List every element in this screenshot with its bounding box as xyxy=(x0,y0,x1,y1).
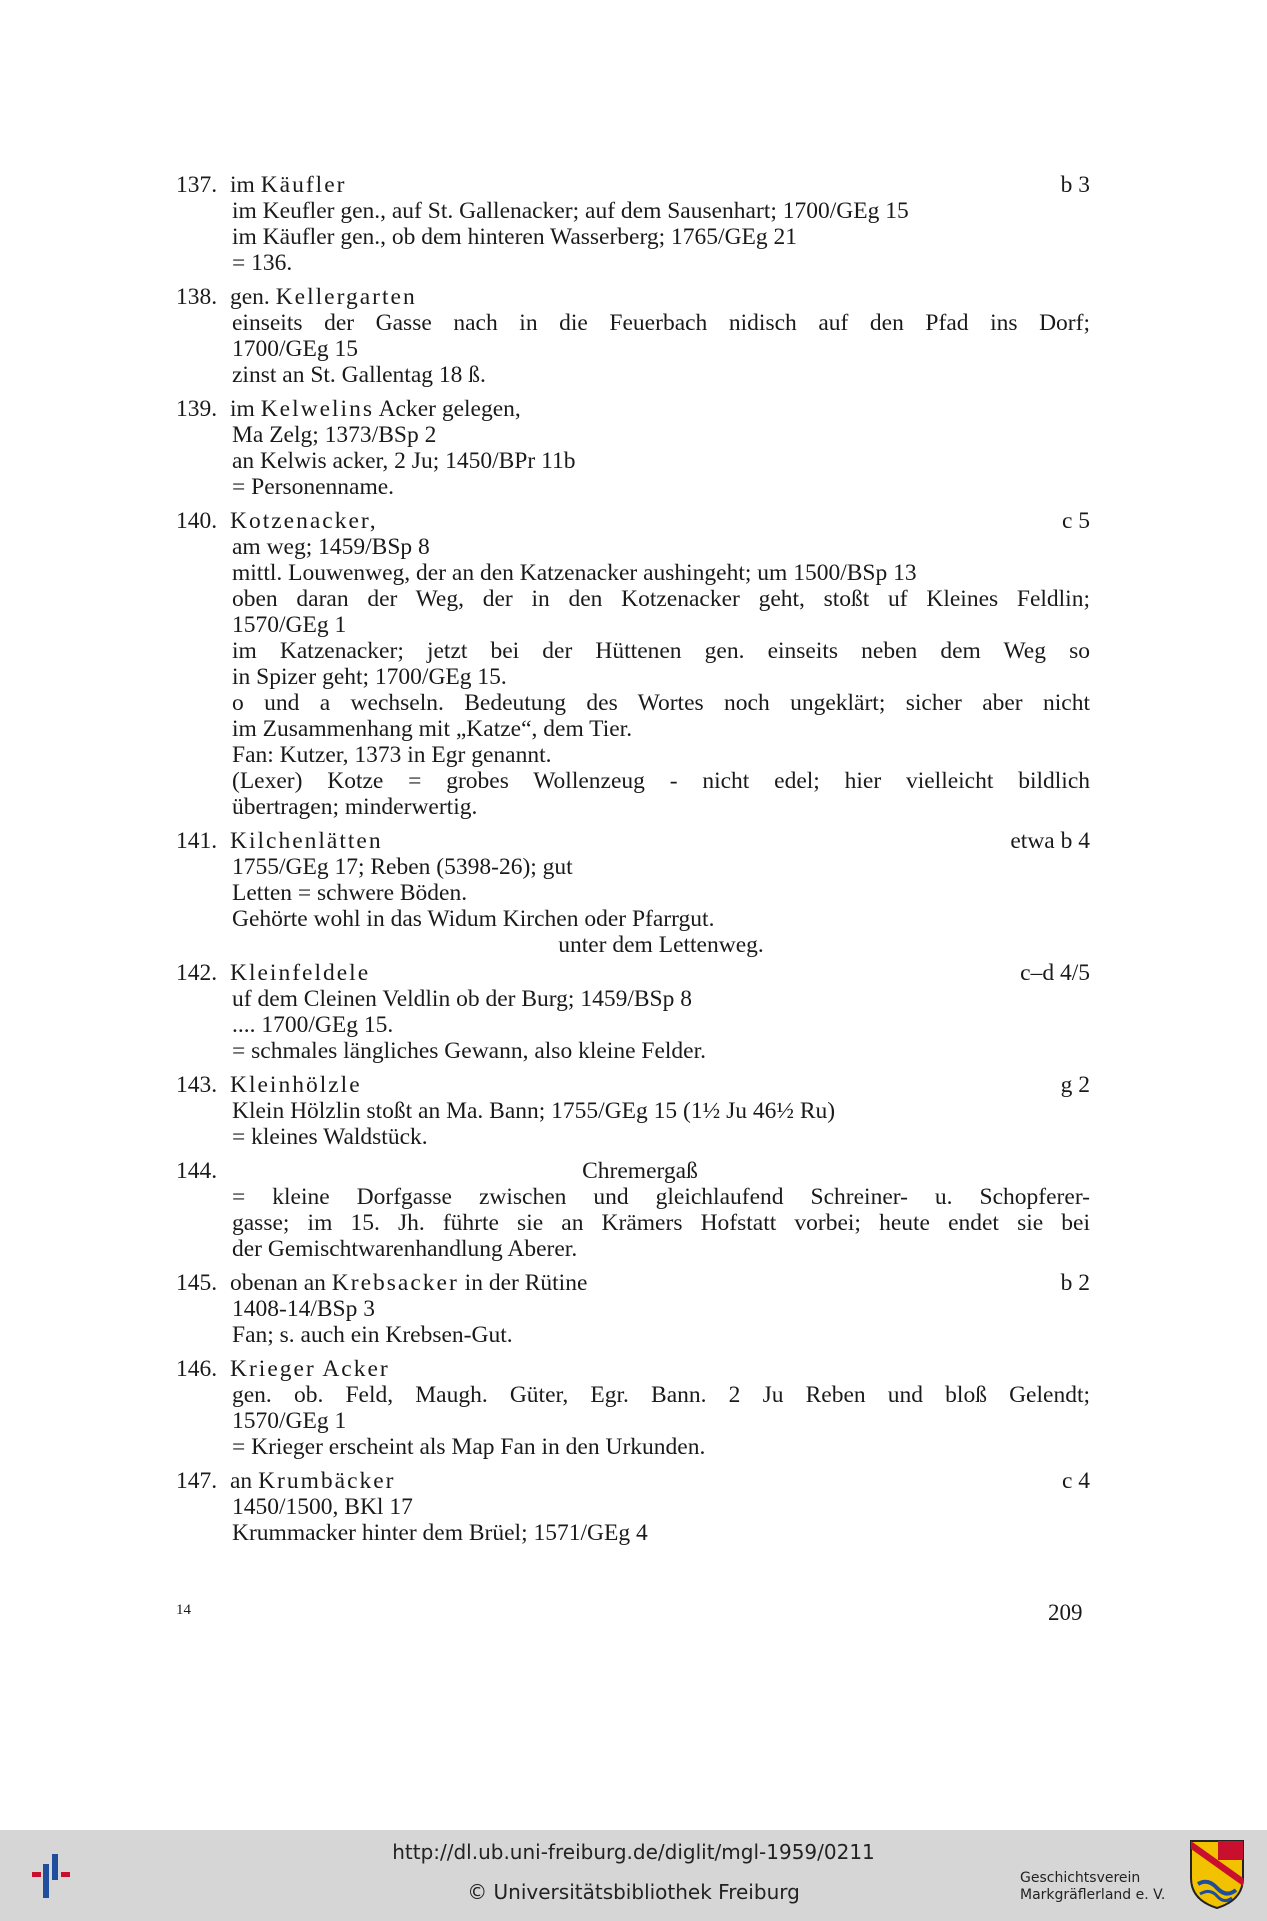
entry-number: 142. xyxy=(176,960,218,986)
entry-heading xyxy=(176,1356,1090,1382)
page-number: 209 xyxy=(1048,1600,1083,1625)
entry-heading: 139. im Kelwelins Acker gelegen, xyxy=(176,396,521,422)
centered-note: unter dem Lettenweg. xyxy=(558,932,764,958)
entry-heading: 145. obenan an Krebsacker in der Rütine b 2 xyxy=(176,1270,1090,1296)
entry-heading: 137. im Käufler b 3 xyxy=(176,172,1090,198)
grid-ref: b 3 xyxy=(1060,172,1090,198)
entry-name: Kilchenlätten xyxy=(230,828,383,854)
entry-heading: 147. an Krumbäcker c 4 xyxy=(176,1468,1090,1494)
society-name: Geschichtsverein Markgräflerland e. V. xyxy=(1020,1870,1166,1903)
entry-name: Chremergaß xyxy=(582,1158,698,1184)
entry-147: 147. an Krumbäcker c 4 1450/1500, BKl 17 Krummacker hinter dem Brüel; 1571/GEg 4 xyxy=(176,1468,1090,1546)
entry-number: 138. xyxy=(176,284,218,310)
entry-number: 140. xyxy=(176,508,218,534)
entry-number: 145. xyxy=(176,1270,218,1296)
entry-number: 139. xyxy=(176,396,218,422)
entry-number: 146. xyxy=(176,1356,218,1382)
entry-heading xyxy=(176,960,1090,986)
signature-mark: 14 xyxy=(176,1602,191,1618)
entry-138: 138. gen. Kellergarten einseits der Gasse nach in die Feuerbach nidisch auf den Pfad ins Dorf; 1700/GEg 15 zinst an St. Gallentag 18 ß. xyxy=(176,284,1090,388)
entry-heading: 138. gen. Kellergarten xyxy=(176,284,417,310)
entry-name: Kleinhölzle xyxy=(230,1072,362,1098)
entry-141: 141. Kilchenlätten etwa b 4 1755/GEg 17; Reben (5398-26); gut Letten = schwere Böden. Gehörte wohl in das Widum Kirchen oder Pfarrgut. unter dem Lettenweg. xyxy=(176,828,1090,958)
entry-137: 137. im Käufler b 3 im Keufler gen., auf St. Gallenacker; auf dem Sausenhart; 1700/GEg 15 im Käufler gen., ob dem hinteren Wasserberg; 1765/GEg 21 = 136. xyxy=(176,172,1090,276)
entry-name: Käufler xyxy=(260,172,347,198)
entry-heading xyxy=(176,508,1090,534)
viewer-footer-bar xyxy=(0,1830,1267,1921)
entry-145: 145. obenan an Krebsacker in der Rütine b 2 1408-14/BSp 3 Fan; s. auch ein Krebsen-Gut. xyxy=(176,1270,1090,1348)
entry-139: 139. im Kelwelins Acker gelegen, Ma Zelg; 1373/BSp 2 an Kelwis acker, 2 Ju; 1450/BPr 11b = Personenname. xyxy=(176,396,1090,500)
entry-144: 144. Chremergaß = kleine Dorfgasse zwischen und gleichlaufend Schreiner- u. Schopferer- gasse; im 15. Jh. führte sie an Krämers Hofstatt vorbei; heute endet sie bei der Gemischtwarenhandlung Aberer. xyxy=(176,1158,1090,1262)
grid-ref: g 2 xyxy=(1060,1072,1090,1098)
entry-146: 146. Krieger Acker gen. ob. Feld, Maugh. Güter, Egr. Bann. 2 Ju Reben und bloß Gelendt; 1570/GEg 1 = Krieger erscheint als Map Fan in den Urkunden. xyxy=(176,1356,1090,1460)
grid-ref: etwa b 4 xyxy=(1010,828,1090,854)
entry-name: Krebsacker xyxy=(331,1270,459,1296)
grid-ref: c–d 4/5 xyxy=(1020,960,1090,986)
entry-number: 147. xyxy=(176,1468,218,1494)
entry-140: 140. Kotzenacker, c 5 am weg; 1459/BSp 8 mittl. Louwenweg, der an den Katzenacker aushingeht; um 1500/BSp 13 oben daran der Weg, der in den Kotzenacker geht, stoßt uf Kleines Feldlin; 1570/GEg 1 im Katzenacker; jetzt bei der Hüttenen gen. einseits neben dem Weg so in Spizer geht; 1700/GEg 15. o und a wechseln. Bedeutung des Wortes noch ungeklärt; sicher aber nicht im Zusammenhang mit „Katze“, dem Tier. Fan: Kutzer, 1373 in Egr genannt. (Lexer) Kotze = grobes Wollenzeug - nicht edel; hier vielleicht bildlich übertragen; minderwertig. xyxy=(176,508,1090,820)
entry-143: 143. Kleinhölzle g 2 Klein Hölzlin stoßt an Ma. Bann; 1755/GEg 15 (1½ Ju 46½ Ru) = kleines Waldstück. xyxy=(176,1072,1090,1150)
entry-142: 142. Kleinfeldele c–d 4/5 uf dem Cleinen Veldlin ob der Burg; 1459/BSp 8 .... 1700/GEg 15. = schmales längliches Gewann, also kleine Felder. xyxy=(176,960,1090,1064)
entry-number: 137. xyxy=(176,172,218,198)
entry-number: 143. xyxy=(176,1072,218,1098)
entry-number: 144. xyxy=(176,1158,218,1184)
grid-ref: c 5 xyxy=(1061,508,1090,534)
grid-ref: b 2 xyxy=(1060,1270,1090,1296)
entry-name: Kotzenacker, xyxy=(230,508,378,534)
entry-name: Krumbäcker xyxy=(258,1468,396,1494)
entry-name: Kelwelins xyxy=(260,396,374,422)
entry-name: Kellergarten xyxy=(275,284,417,310)
entry-heading xyxy=(176,1158,1090,1184)
copyright-text: © Universitätsbibliothek Freiburg xyxy=(467,1880,800,1904)
entry-name: Krieger Acker xyxy=(230,1356,390,1382)
coat-of-arms-icon[interactable] xyxy=(1188,1838,1246,1910)
document-url-link[interactable]: http://dl.ub.uni-freiburg.de/diglit/mgl-1959/0211 xyxy=(392,1840,875,1864)
entry-heading xyxy=(176,1072,1090,1098)
grid-ref: c 4 xyxy=(1061,1468,1090,1494)
entry-name: Kleinfeldele xyxy=(230,960,371,986)
entry-number: 141. xyxy=(176,828,218,854)
entry-list xyxy=(176,172,1090,1554)
entry-heading xyxy=(176,828,1090,854)
